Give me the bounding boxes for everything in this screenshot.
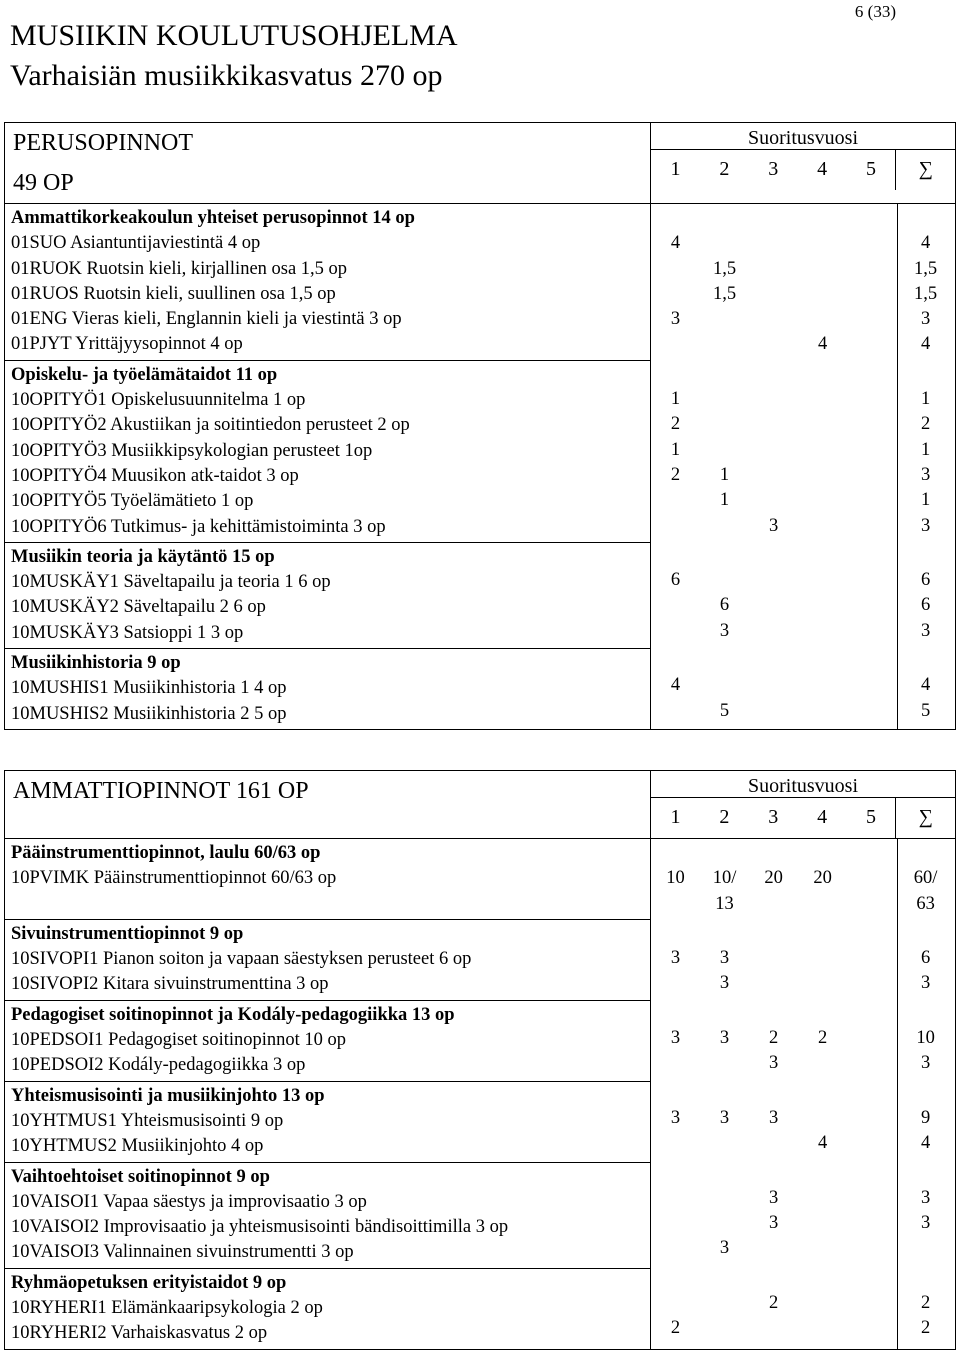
course-row-name: 10YHTMUS1 Yhteismusisointi 9 op (11, 1110, 284, 1131)
course-sum-value: 6 (920, 948, 931, 969)
course-year-5-value (847, 619, 896, 644)
course-row-name: 10VAISOI2 Improvisaatio ja yhteismusisointi bändisoittimilla 3 op (11, 1217, 509, 1238)
course-year-3-value (749, 673, 798, 698)
course-year-3-value (749, 463, 798, 488)
course-year-2-value (700, 307, 749, 332)
course-year-4-value (798, 1211, 847, 1236)
course-year-3-value: 3 (768, 1187, 779, 1208)
course-row-values (651, 1291, 955, 1316)
course-year-2-value (700, 1211, 749, 1236)
course-year-2-value (700, 1316, 749, 1341)
course-group (5, 204, 650, 360)
course-group (5, 648, 650, 729)
course-year-1-value: 2 (670, 414, 681, 435)
course-row-name: 10MUSKÄY2 Säveltapailu 2 6 op (11, 597, 266, 618)
group-heading-spacer (651, 206, 955, 231)
course-year-3-value (749, 699, 798, 724)
course-year-2-value (700, 568, 749, 593)
year-column-header-5: 5 (865, 806, 876, 828)
group-heading-spacer (651, 1161, 955, 1186)
course-year-3-value: 2 (768, 1293, 779, 1314)
course-group-values (651, 541, 955, 646)
course-row-values (651, 332, 955, 357)
course-year-1-value: 1 (670, 439, 681, 460)
course-sum-value: 3 (920, 515, 931, 536)
course-row-values (651, 1316, 955, 1341)
course-row-name: 01SUO Asiantuntijaviestintä 4 op (11, 233, 261, 254)
course-sum-value: 1 (920, 389, 931, 410)
course-year-1-value: 3 (670, 309, 681, 330)
course-year-5-value (847, 699, 896, 724)
course-row-name: 10MUSKÄY1 Säveltapailu ja teoria 1 6 op (11, 572, 331, 593)
course-sum-value: 4 (920, 1133, 931, 1154)
course-credits-cell (651, 839, 956, 1350)
course-year-1-value: 4 (670, 233, 681, 254)
course-sum-value: 4 (920, 233, 931, 254)
course-year-5-value (847, 568, 896, 593)
course-sum-value: 3 (920, 1187, 931, 1208)
course-year-4-value (798, 1316, 847, 1341)
course-sum-value: 3 (920, 1213, 931, 1234)
group-heading: Opiskelu- ja työelämätaidot 11 op (11, 364, 278, 385)
course-year-4-value: 2 (817, 1028, 828, 1049)
course-row-values (651, 619, 955, 644)
course-year-3-value (749, 412, 798, 437)
course-year-1-value: 3 (670, 1107, 681, 1128)
course-row-values (651, 514, 955, 539)
course-year-4-value (798, 257, 847, 282)
group-heading: Musiikinhistoria 9 op (11, 653, 181, 674)
course-year-3-value (749, 1316, 798, 1341)
course-row-values (651, 307, 955, 332)
course-year-5-value (847, 971, 896, 996)
course-row-values (651, 231, 955, 256)
course-year-5-value (847, 1026, 896, 1051)
group-heading-spacer (651, 362, 955, 387)
course-sum-value: 2 (920, 414, 931, 435)
course-year-5-value (847, 307, 896, 332)
course-year-2-value (700, 332, 749, 357)
course-year-3-value: 3 (768, 515, 779, 536)
course-row-values (651, 1131, 955, 1156)
table-heading: AMMATTIOPINNOT 161 OP (13, 778, 309, 804)
course-group-values (651, 919, 955, 999)
year-title: Suoritusvuosi (651, 123, 955, 150)
course-year-2-value: 5 (719, 700, 730, 721)
year-column-header-1: 1 (670, 158, 681, 180)
course-year-5-value (847, 1291, 896, 1316)
course-year-2-value: 3 (719, 1238, 730, 1259)
course-group (5, 1162, 650, 1268)
course-sum-value: 3 (920, 464, 931, 485)
course-year-1-value (651, 257, 700, 282)
course-year-1-value: 6 (670, 570, 681, 591)
table-heading: PERUSOPINNOT (13, 130, 194, 156)
course-year-5-value (847, 946, 896, 971)
course-year-5-value (847, 1211, 896, 1236)
course-year-3-value: 3 (768, 1213, 779, 1234)
course-row-values (651, 488, 955, 513)
year-column-header-2: 2 (719, 158, 730, 180)
course-year-1-value (651, 1291, 700, 1316)
course-row-values (651, 673, 955, 698)
course-group (5, 919, 650, 1000)
year-title: Suoritusvuosi (651, 771, 955, 798)
course-year-4-value: 4 (817, 334, 828, 355)
course-group-values (651, 1264, 955, 1344)
course-year-4-value: 20 (813, 868, 832, 889)
course-group (5, 542, 650, 648)
course-row-values (651, 387, 955, 412)
course-row-values (651, 1051, 955, 1076)
course-year-3-value (749, 971, 798, 996)
perusopinnot-table (4, 122, 956, 730)
course-group (5, 1081, 650, 1162)
course-row-values (651, 1211, 955, 1236)
course-group-values (651, 1159, 955, 1264)
course-year-4-value (798, 619, 847, 644)
course-sum-value: 3 (920, 309, 931, 330)
course-year-2-value: 1 (719, 490, 730, 511)
sum-column-header: ∑ (895, 798, 955, 838)
course-year-1-value (651, 514, 700, 539)
course-year-4-value (798, 971, 847, 996)
course-year-4-value (798, 282, 847, 307)
course-year-5-value (847, 387, 896, 412)
group-heading-spacer (651, 543, 955, 568)
course-row-name: 10VAISOI1 Vapaa säestys ja improvisaatio 3 op (11, 1191, 367, 1212)
course-year-4-value (798, 412, 847, 437)
course-year-3-value (749, 1131, 798, 1156)
course-year-2-value (700, 514, 749, 539)
course-year-3-value: 3 (768, 1053, 779, 1074)
group-heading: Pääinstrumenttiopinnot, laulu 60/63 op (11, 843, 321, 863)
course-year-5-value (847, 231, 896, 256)
course-year-2-value: 3 (719, 1028, 730, 1049)
course-row-name: 10YHTMUS2 Musiikinjohto 4 op (11, 1136, 264, 1157)
course-year-3-value (749, 593, 798, 618)
group-heading: Vaihtoehtoiset soitinopinnot 9 op (11, 1166, 270, 1187)
course-year-2-value (700, 1051, 749, 1076)
course-year-5-value (847, 438, 896, 463)
course-year-2-value: 10/ 13 (712, 868, 737, 914)
course-year-1-value (651, 593, 700, 618)
course-year-1-value: 3 (670, 1028, 681, 1049)
course-row-values (651, 257, 955, 282)
course-row-values (651, 438, 955, 463)
table-header-right (651, 771, 956, 839)
course-row-name: 01PJYT Yrittäjyysopinnot 4 op (11, 334, 243, 355)
table-header-left (5, 123, 651, 204)
course-year-4-value (798, 946, 847, 971)
course-row-name: 10MUSHIS2 Musiikinhistoria 2 5 op (11, 703, 287, 724)
course-row-name: 10OPITYÖ5 Työelämätieto 1 op (11, 491, 254, 512)
course-names-cell (5, 839, 651, 1350)
course-sum-value: 4 (920, 675, 931, 696)
ammattiopinnot-table (4, 770, 956, 1350)
course-group (5, 839, 650, 919)
group-heading-spacer (651, 648, 955, 673)
course-year-3-value (749, 568, 798, 593)
course-year-1-value (651, 1186, 700, 1211)
course-row-name: 01RUOS Ruotsin kieli, suullinen osa 1,5 op (11, 283, 336, 304)
course-year-1-value (651, 1131, 700, 1156)
course-year-5-value (847, 1131, 896, 1156)
course-row-values (651, 699, 955, 724)
page-subtitle: Varhaisiän musiikkikasvatus 270 op (10, 59, 443, 92)
course-year-1-value: 4 (670, 675, 681, 696)
course-year-1-value (651, 971, 700, 996)
group-heading-spacer (651, 921, 955, 946)
course-group (5, 1000, 650, 1081)
course-year-1-value (651, 1236, 700, 1261)
year-column-header-1: 1 (670, 806, 681, 828)
course-year-4-value (798, 514, 847, 539)
course-row-values (651, 282, 955, 307)
course-sum-value: 1 (920, 439, 931, 460)
course-year-2-value (700, 1186, 749, 1211)
course-year-5-value (847, 1236, 896, 1261)
course-sum-value: 1,5 (914, 258, 938, 279)
course-year-1-value: 10 (666, 868, 685, 889)
course-year-1-value: 2 (670, 1318, 681, 1339)
course-year-2-value: 3 (719, 1107, 730, 1128)
table-heading-credits: 49 OP (13, 170, 74, 196)
course-sum-value (896, 1236, 955, 1261)
group-heading: Ammattikorkeakoulun yhteiset perusopinnot 14 op (11, 208, 415, 228)
course-year-1-value (651, 699, 700, 724)
table-header-left (5, 771, 651, 839)
course-sum-value: 2 (920, 1293, 931, 1314)
course-year-3-value (749, 946, 798, 971)
course-row-values (651, 866, 955, 917)
course-year-5-value (847, 1106, 896, 1131)
course-row-name: 10OPITYÖ2 Akustiikan ja soitintiedon perusteet 2 op (11, 415, 410, 436)
course-row-name: 10VAISOI3 Valinnainen sivuinstrumentti 3 op (11, 1242, 354, 1263)
course-year-2-value (700, 673, 749, 698)
course-sum-value: 2 (920, 1318, 931, 1339)
course-row-values (651, 971, 955, 996)
course-year-1-value (651, 282, 700, 307)
course-year-5-value (847, 1316, 896, 1341)
group-heading: Musiikin teoria ja käytäntö 15 op (11, 546, 275, 567)
page-title: MUSIIKIN KOULUTUSOHJELMA (10, 19, 458, 52)
course-row-name: 10MUSHIS1 Musiikinhistoria 1 4 op (11, 678, 287, 699)
course-year-5-value (847, 1186, 896, 1211)
course-year-3-value: 20 (764, 868, 783, 889)
course-year-2-value (700, 438, 749, 463)
group-heading-spacer (651, 1266, 955, 1291)
course-year-2-value (700, 231, 749, 256)
course-year-2-value: 3 (719, 620, 730, 641)
course-group-values (651, 1079, 955, 1159)
course-row-values (651, 463, 955, 488)
course-sum-value: 6 (920, 570, 931, 591)
course-year-4-value (798, 231, 847, 256)
course-year-2-value (700, 1131, 749, 1156)
course-sum-value: 5 (920, 700, 931, 721)
course-group-values (651, 360, 955, 541)
course-year-2-value: 3 (719, 948, 730, 969)
course-row-name: 01RUOK Ruotsin kieli, kirjallinen osa 1,5 op (11, 258, 348, 279)
course-row-values (651, 568, 955, 593)
course-row-name: 10MUSKÄY3 Satsioppi 1 3 op (11, 622, 244, 643)
course-year-4-value (798, 699, 847, 724)
course-group (5, 360, 650, 542)
course-group-values (651, 204, 955, 360)
year-column-header-3: 3 (768, 158, 779, 180)
group-heading-spacer (651, 1081, 955, 1106)
course-year-4-value (798, 673, 847, 698)
course-year-2-value: 1,5 (712, 258, 737, 279)
course-row-name: 10RYHERI1 Elämänkaaripsykologia 2 op (11, 1298, 323, 1319)
sum-column-divider (897, 839, 898, 1349)
course-year-4-value (798, 1291, 847, 1316)
group-heading-spacer (651, 841, 955, 866)
course-year-5-value (847, 673, 896, 698)
page-number: 6 (33) (854, 2, 896, 21)
course-sum-value: 60/ 63 (913, 868, 938, 914)
course-year-5-value (847, 412, 896, 437)
course-year-5-value (847, 488, 896, 513)
course-row-name: 10OPITYÖ6 Tutkimus- ja kehittämistoiminta 3 op (11, 516, 386, 537)
course-row-values (651, 946, 955, 971)
course-year-3-value (749, 257, 798, 282)
group-heading: Ryhmäopetuksen erityistaidot 9 op (11, 1272, 287, 1293)
course-year-3-value (749, 488, 798, 513)
course-row-name: 10RYHERI2 Varhaiskasvatus 2 op (11, 1323, 268, 1344)
course-row-values (651, 1186, 955, 1211)
course-year-5-value (847, 514, 896, 539)
course-sum-value: 3 (920, 620, 931, 641)
course-sum-value: 4 (920, 334, 931, 355)
course-year-3-value: 2 (768, 1028, 779, 1049)
year-columns (651, 150, 955, 190)
course-year-5-value (847, 593, 896, 618)
course-year-1-value (651, 488, 700, 513)
course-year-1-value: 3 (670, 948, 681, 969)
course-sum-value: 10 (916, 1028, 935, 1049)
course-year-1-value (651, 1051, 700, 1076)
course-year-1-value: 2 (670, 464, 681, 485)
course-year-3-value (749, 282, 798, 307)
course-year-3-value (749, 1236, 798, 1261)
group-heading: Sivuinstrumenttiopinnot 9 op (11, 923, 244, 944)
group-heading-spacer (651, 1001, 955, 1026)
group-heading: Yhteismusisointi ja musiikinjohto 13 op (11, 1085, 325, 1106)
course-row-name: 01ENG Vieras kieli, Englannin kieli ja viestintä 3 op (11, 309, 402, 330)
course-sum-value: 3 (920, 1053, 931, 1074)
course-year-3-value (749, 387, 798, 412)
course-group-values (651, 646, 955, 726)
course-year-2-value (700, 387, 749, 412)
course-sum-value: 6 (920, 595, 931, 616)
course-year-4-value (798, 387, 847, 412)
course-year-5-value (847, 463, 896, 488)
course-year-4-value (798, 1236, 847, 1261)
table-header-right (651, 123, 956, 204)
sum-column-divider (897, 204, 898, 729)
course-year-5-value (847, 866, 896, 917)
course-year-4-value (798, 1186, 847, 1211)
course-row-name: 10OPITYÖ3 Musiikkipsykologian perusteet 1op (11, 440, 373, 461)
course-sum-value: 1,5 (914, 283, 938, 304)
sum-column-header: ∑ (895, 150, 955, 190)
course-sum-value: 1 (920, 490, 931, 511)
course-year-2-value: 1 (719, 464, 730, 485)
course-year-1-value: 1 (670, 389, 681, 410)
course-year-3-value (749, 307, 798, 332)
course-year-3-value (749, 231, 798, 256)
course-year-2-value: 1,5 (712, 283, 737, 304)
course-year-3-value (749, 332, 798, 357)
course-year-1-value (651, 1211, 700, 1236)
course-row-name: 10PEDSOI1 Pedagogiset soitinopinnot 10 op (11, 1030, 347, 1051)
group-heading: Pedagogiset soitinopinnot ja Kodály-pedagogiikka 13 op (11, 1004, 455, 1025)
course-row-name: 10PEDSOI2 Kodály-pedagogiikka 3 op (11, 1055, 306, 1076)
year-column-header-2: 2 (719, 806, 730, 828)
course-year-4-value (798, 593, 847, 618)
course-row-name: 10OPITYÖ1 Opiskelusuunnitelma 1 op (11, 390, 306, 411)
course-names-cell (5, 204, 651, 730)
course-group-values (651, 999, 955, 1079)
course-year-4-value (798, 568, 847, 593)
course-year-2-value (700, 1291, 749, 1316)
course-year-5-value (847, 1051, 896, 1076)
course-row-name: 10SIVOPI1 Pianon soiton ja vapaan säestyksen perusteet 6 op (11, 949, 472, 970)
course-year-5-value (847, 282, 896, 307)
course-year-2-value: 6 (719, 595, 730, 616)
course-year-4-value (798, 463, 847, 488)
course-row-values (651, 1026, 955, 1051)
course-row-name: 10PVIMK Pääinstrumenttiopinnot 60/63 op (11, 868, 337, 889)
course-group-values (651, 839, 955, 919)
course-row-name: 10OPITYÖ4 Muusikon atk-taidot 3 op (11, 465, 299, 486)
course-year-4-value (798, 307, 847, 332)
course-row-values (651, 1236, 955, 1261)
course-year-4-value (798, 1106, 847, 1131)
course-credits-cell (651, 204, 956, 730)
course-sum-value: 3 (920, 973, 931, 994)
course-row-values (651, 412, 955, 437)
course-year-2-value (700, 412, 749, 437)
course-year-1-value (651, 332, 700, 357)
course-group (5, 1268, 650, 1349)
course-year-3-value (749, 438, 798, 463)
course-row-name: 10SIVOPI2 Kitara sivuinstrumenttina 3 op (11, 974, 329, 995)
course-year-1-value (651, 619, 700, 644)
year-column-header-4: 4 (817, 806, 828, 828)
course-year-4-value (798, 488, 847, 513)
year-columns (651, 798, 955, 838)
course-year-3-value (749, 619, 798, 644)
year-column-header-4: 4 (817, 158, 828, 180)
course-year-4-value (798, 1051, 847, 1076)
year-column-header-5: 5 (865, 158, 876, 180)
course-year-4-value: 4 (817, 1133, 828, 1154)
course-year-5-value (847, 257, 896, 282)
course-year-3-value: 3 (768, 1107, 779, 1128)
year-column-header-3: 3 (768, 806, 779, 828)
course-year-2-value: 3 (719, 973, 730, 994)
course-sum-value: 9 (920, 1107, 931, 1128)
course-row-values (651, 593, 955, 618)
course-row-values (651, 1106, 955, 1131)
course-year-5-value (847, 332, 896, 357)
course-year-4-value (798, 438, 847, 463)
